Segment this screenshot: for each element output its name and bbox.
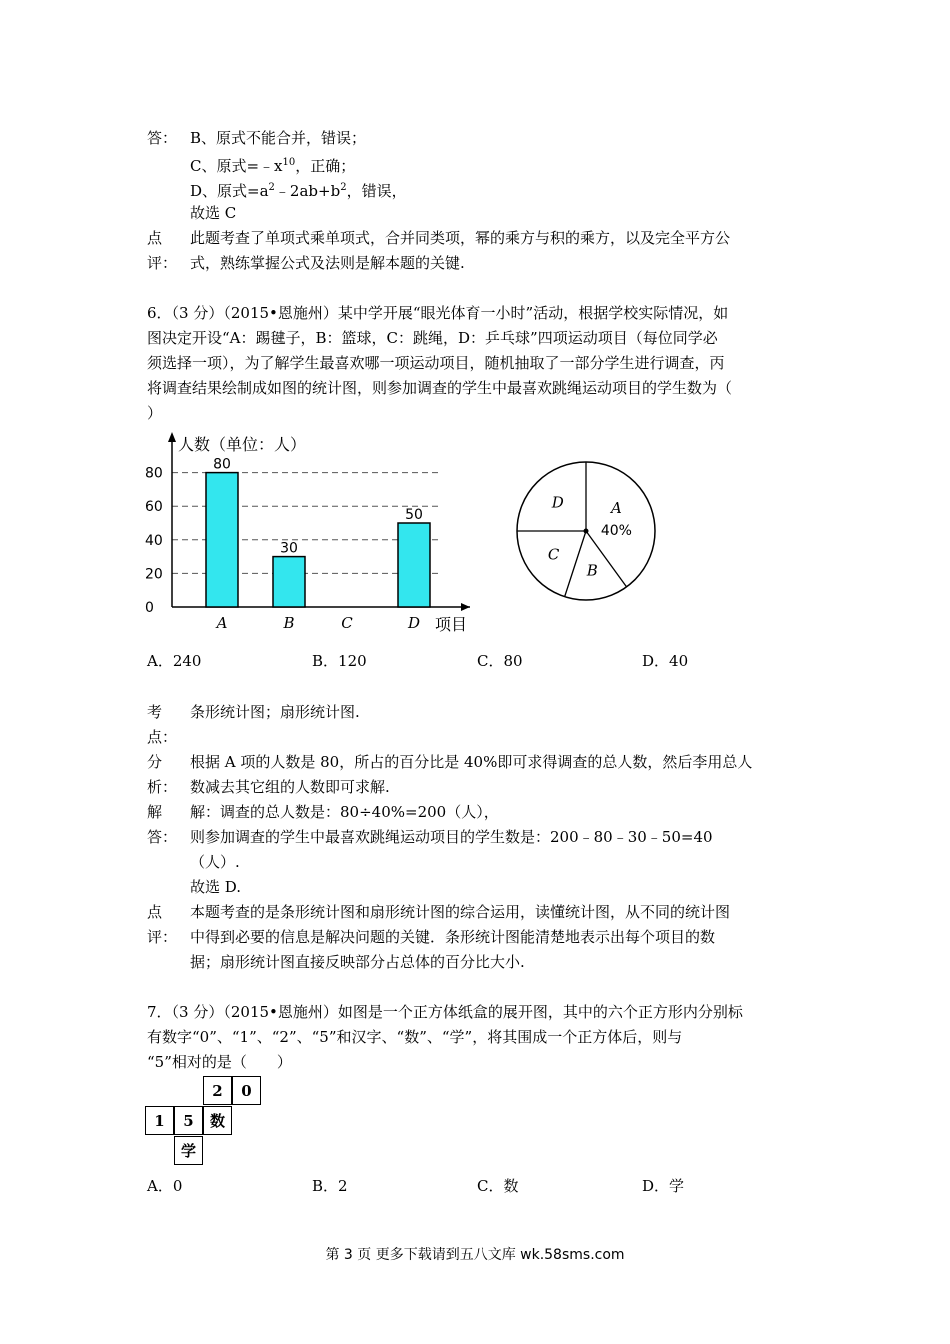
net-cell-xue: 学 [174,1136,203,1165]
net-cell-5: 5 [174,1106,203,1135]
pie-center [584,529,589,534]
comment-label-2: 评： [147,254,178,272]
x-axis-title: 项目 [435,615,468,634]
pie-label-b: B [586,561,598,580]
kaodian-label-2: 点： [147,728,178,746]
q7-stem-line: 7．（3 分）（2015•恩施州）如图是一个正方体纸盒的展开图，其中的六个正方形内分别标 [147,1003,743,1021]
q6-comment-label-2: 评： [147,928,178,946]
q6-option-b: B．120 [312,652,367,670]
solution-line: 故选 D. [190,878,242,896]
q6-comment-line: 据；扇形统计图直接反映部分占总体的百分比大小. [190,953,525,971]
comment-label: 点 [147,229,163,247]
net-cell-2: 2 [203,1076,232,1105]
q6-stem-line: ） [147,404,163,422]
q6-stem-line: 图决定开设“A：踢毽子，B：篮球，C：跳绳，D：乒乓球”四项运动项目（每位同学必 [147,329,718,347]
solution-line: 则参加调查的学生中最喜欢跳绳运动项目的学生数是：200﹣80﹣30﹣50=40 [190,828,713,846]
net-cell-0: 0 [232,1076,261,1105]
q7-stem-line: 有数字“0”、“1”、“2”、“5”和汉字、“数”、“学”，将其围成一个正方体后，则与 [147,1028,683,1046]
q6-stem-line: 6．（3 分）（2015•恩施州）某中学开展“眼光体育一小时”活动，根据学校实际情况，如 [147,304,729,322]
q6-option-d: D．40 [642,652,689,670]
pie-label-a: A [611,499,622,518]
answer-line-c: C、原式$=﹣x^{10}$，正确； [190,157,356,175]
bar-a [206,473,238,607]
kaodian-label: 考 [147,703,163,721]
y-tick-label: 40 [145,532,163,549]
q6-option-c: C．80 [477,652,523,670]
bar-chart [140,430,480,640]
answer-label: 答： [147,129,178,147]
x-tick-label: A [216,614,228,632]
solution-label-2: 答： [147,828,178,846]
answer-line-d: D、原式$=a^2﹣2ab+b^2$，错误， [190,182,407,200]
analysis-label: 分 [147,753,163,771]
analysis-label-2: 析： [147,778,178,796]
answer-line-b: B、原式不能合并，错误； [190,129,367,147]
bar-d [398,523,430,607]
q6-stem-line: 将调查结果绘制成如图的统计图，则参加调查的学生中最喜欢跳绳运动项目的学生数为（ [147,379,733,397]
q6-option-a: A．240 [147,652,202,670]
pie-percent-label: 40% [600,523,632,540]
solution-label: 解 [147,803,163,821]
y-tick-label: 80 [145,465,163,482]
x-tick-label: D [407,614,421,632]
q7-stem-line: “5”相对的是（ ） [147,1053,292,1071]
y-tick-label: 60 [145,499,163,516]
answer-choose: 故选 C [190,204,237,222]
x-axis-arrow [461,603,470,611]
solution-line: 解：调查的总人数是：80÷40%=200（人）， [190,803,499,821]
kaodian-text: 条形统计图；扇形统计图. [190,703,360,721]
q7-option-a: A．0 [147,1177,183,1195]
pie-label-d: D [551,493,564,512]
analysis-line: 数减去其它组的人数即可求解. [190,778,390,796]
q6-stem-line: 须选择一项），为了解学生最喜欢哪一项运动项目，随机抽取了一部分学生进行调查，丙 [147,354,725,372]
y-axis-arrow [168,432,176,442]
y-tick-label: 0 [145,600,154,616]
net-cell-1: 1 [145,1106,174,1135]
net-cell-shu: 数 [203,1106,232,1135]
q6-comment-line: 中得到必要的信息是解决问题的关键．条形统计图能清楚地表示出每个项目的数 [190,928,716,946]
pie-chart [508,458,668,618]
q7-option-d: D．学 [642,1177,685,1195]
q7-option-b: B．2 [312,1177,348,1195]
cube-net [142,1076,266,1168]
bar-value-label: 30 [280,540,298,557]
bar-value-label: 50 [405,507,423,523]
page-footer: 第 3 页 更多下载请到五八文库 wk.58sms.com [325,1247,625,1263]
x-tick-label: C [341,614,353,632]
q7-option-c: C．数 [477,1177,519,1195]
analysis-line: 根据 A 项的人数是 80，所占的百分比是 40%即可求得调查的总人数，然后李用总人 [190,753,753,771]
bar-value-label: 80 [213,456,231,473]
y-axis-title: 人数（单位：人） [178,435,307,454]
comment-line: 此题考查了单项式乘单项式，合并同类项，幂的乘方与积的乘方，以及完全平方公 [190,229,731,247]
solution-line: （人）. [190,853,240,871]
comment-line: 式，熟练掌握公式及法则是解本题的关键. [190,254,465,272]
pie-label-c: C [547,545,560,564]
q6-comment-label: 点 [147,903,163,921]
y-tick-label: 20 [145,566,163,583]
q6-comment-line: 本题考查的是条形统计图和扇形统计图的综合运用，读懂统计图，从不同的统计图 [190,903,731,921]
bar-b [273,557,305,607]
x-tick-label: B [283,614,295,632]
